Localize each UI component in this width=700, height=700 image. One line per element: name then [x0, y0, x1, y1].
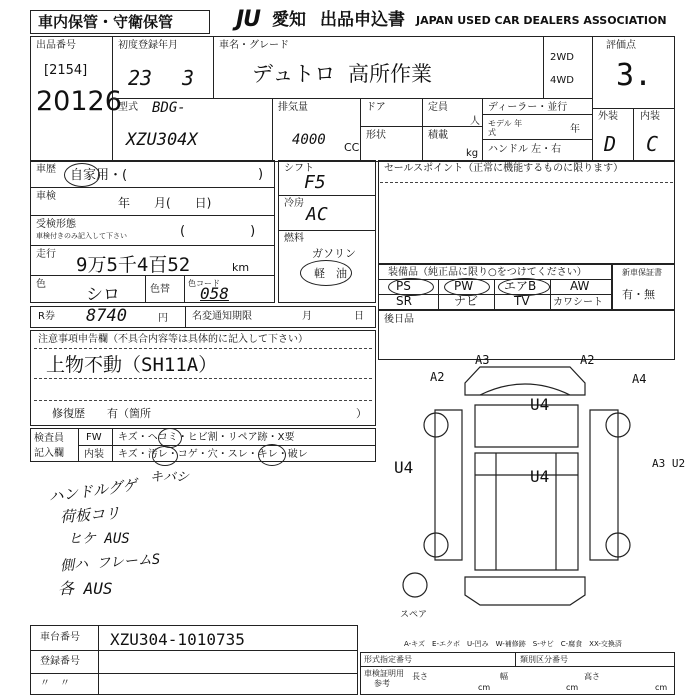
interior-value: C	[646, 132, 659, 156]
warranty-value: 有・無	[622, 288, 655, 301]
shift-label: シフト	[284, 163, 314, 174]
capacity-unit: 人	[470, 116, 480, 127]
fuel-circle	[300, 260, 352, 286]
airbag-circle	[498, 278, 550, 296]
length-label: 長さ	[412, 672, 428, 681]
spare-label: スペア	[400, 610, 428, 620]
fuel-label: 燃料	[284, 233, 304, 244]
diagram-bed	[475, 453, 578, 570]
fw-label: FW	[86, 432, 102, 443]
use-type-circle	[64, 163, 100, 187]
type-cert-label: 形式指定番号	[364, 655, 412, 664]
displacement-unit: CC	[344, 141, 360, 154]
english-title: JAPAN USED CAR DEALERS ASSOCIATION	[416, 14, 667, 27]
ac-value: AC	[306, 204, 328, 225]
post-note-label: 後日品	[384, 314, 414, 325]
inspection-label: 車検	[36, 191, 56, 202]
storage-label: 車内保管・守衛保管	[38, 13, 174, 31]
hw-note-4: 側ハ フレームS	[59, 551, 161, 575]
chassis-label: 車台番号	[40, 632, 80, 643]
reg-month: 3	[182, 66, 195, 90]
color-code: 058	[200, 284, 229, 303]
hw-note-1: ハンドルグゲ	[47, 475, 139, 507]
drive-2wd: 2WD	[550, 52, 574, 63]
height-label: 高さ	[584, 672, 600, 681]
damage-diagram	[380, 353, 686, 625]
deadline-label: 名変通知期限	[192, 311, 252, 322]
diagram-mark-a2-left: A2	[430, 370, 445, 384]
year-unit: 年	[570, 124, 580, 135]
equip-aw: AW	[570, 279, 590, 293]
lot-sub-number: [2154]	[44, 63, 88, 78]
load-label: 積載	[428, 130, 448, 141]
diagram-top-outline	[465, 367, 585, 395]
selling-points-label: セールスポイント（正常に機能するものに限ります）	[384, 163, 624, 174]
diagram-left-wheel-rear	[424, 533, 448, 557]
dealer-label: ディーラー・並行	[488, 102, 568, 113]
recycle-value: 8740	[86, 306, 127, 326]
diagram-cabin	[475, 405, 578, 447]
exterior-value: D	[604, 132, 617, 156]
width-label: 幅	[500, 672, 508, 681]
notes-handwritten: 上物不動（SH11A）	[46, 354, 218, 376]
mileage-value: 9万5千4百52	[76, 254, 191, 276]
vehicle-name: デュトロ 高所作業	[252, 62, 433, 86]
receive-paren: ( )	[180, 224, 256, 239]
diagram-mark-a3-right: A3 U2	[652, 457, 686, 470]
equip-leather-seat: カワシート	[553, 297, 603, 308]
diagram-rear-outline	[465, 577, 585, 605]
chassis-blank-row: 〃 〃	[40, 678, 70, 689]
height-unit: cm	[655, 683, 668, 692]
exterior-label: 外装	[598, 111, 618, 122]
diagram-mark-a2-top: A2	[580, 353, 595, 367]
handle-label: ハンドル 左・右	[488, 144, 562, 155]
interior-label: 内装	[640, 111, 660, 122]
equip-ps: PS	[396, 279, 411, 293]
model-year-label: モデル 年式	[488, 119, 523, 137]
fuel-value-1: ガソリン	[312, 247, 356, 260]
diagram-roof-arc	[480, 384, 570, 395]
deadline-month: 月	[302, 311, 312, 322]
class-label: 類別区分番号	[520, 655, 568, 664]
post-note-box	[378, 310, 675, 360]
equip-pw: PW	[454, 279, 474, 293]
model-prefix: BDG-	[152, 100, 186, 116]
ps-circle	[388, 278, 434, 296]
score-label: 評価点	[606, 40, 636, 51]
repair-label: 修復歴 有（箇所	[52, 407, 151, 420]
shape-label: 形状	[366, 130, 386, 141]
displacement-label: 排気量	[278, 102, 308, 113]
inspect-mark-circle-2	[152, 446, 178, 466]
first-reg-label: 初度登録年月	[118, 40, 178, 51]
recycle-unit: 円	[158, 313, 168, 324]
diagram-mark-u4-cabin: U4	[530, 395, 550, 414]
displacement-value: 4000	[292, 132, 326, 148]
fw-items: キズ・ヘコミ・ヒビ割・リペア跡・X要	[118, 432, 295, 443]
diagram-mark-a3-top: A3	[475, 353, 490, 367]
recycle-label: R券	[38, 311, 55, 322]
org-name: 愛知	[272, 10, 306, 30]
deadline-day: 日	[354, 311, 364, 322]
inspection-value: 年 月( 日)	[118, 196, 212, 210]
diagram-right-side	[590, 410, 618, 560]
mileage-unit: km	[232, 261, 250, 274]
hw-note-5: 各 AUS	[58, 579, 113, 598]
use-type-value: 自家用・(	[70, 168, 128, 183]
vehicle-cert-label: 車検証明用	[364, 669, 404, 678]
receive-note: 車検付きのみ記入して下さい	[36, 232, 127, 240]
hw-note-2: 荷板コリ	[59, 503, 121, 527]
use-type-close: )	[258, 167, 264, 182]
width-unit: cm	[566, 683, 579, 692]
selling-points-box	[378, 160, 675, 264]
diagram-mark-u4-left: U4	[394, 458, 414, 477]
repair-close: ）	[356, 407, 367, 420]
equip-tv: TV	[514, 294, 530, 308]
lot-number: 20126	[36, 86, 122, 117]
reg-number-label: 登録番号	[40, 656, 80, 667]
equip-navi: ナビ	[454, 294, 479, 308]
use-type-label: 車歴	[36, 164, 56, 175]
chassis-value: XZU304-1010735	[110, 630, 245, 649]
drive-4wd: 4WD	[550, 75, 574, 86]
vehicle-name-label: 車名・グレード	[219, 40, 289, 51]
inspect-extra-note: キバシ	[150, 470, 190, 485]
mileage-label: 走行	[36, 249, 56, 260]
notes-label: 注意事項申告欄（不具合内容等は具体的に記入して下さい）	[38, 334, 308, 345]
shift-value: F5	[304, 172, 326, 193]
inspect-mark-circle-3	[258, 444, 286, 466]
inspect-interior-label: 内装	[84, 449, 104, 460]
length-unit: cm	[478, 683, 491, 692]
color-value: シロ	[86, 285, 120, 305]
color-code-label: 色コード	[188, 279, 220, 288]
model-label: 型式	[118, 102, 138, 113]
hw-note-3: ヒケ AUS	[68, 531, 130, 547]
damage-legend: A-キズ E-エクボ U-凹み W-補修跡 S-サビ C-腐食 XX-交換済	[404, 640, 622, 648]
receive-label: 受検形態	[36, 219, 76, 230]
ac-label: 冷房	[284, 198, 304, 209]
load-unit: kg	[466, 148, 479, 159]
form-title: 出品申込書	[320, 10, 405, 30]
lot-label: 出品番号	[36, 40, 76, 51]
warranty-label: 新車保証書	[622, 268, 662, 277]
diagram-left-wheel-front	[424, 413, 448, 437]
color-change-label: 色替	[150, 284, 170, 295]
diagram-mark-a4-right: A4	[632, 372, 647, 386]
doors-label: ドア	[366, 102, 386, 113]
equipment-label: 装備品（純正品に限り○をつけてください）	[388, 267, 587, 278]
inspect-mark-circle-1	[158, 428, 182, 448]
capacity-label: 定員	[428, 102, 448, 113]
equip-sr: SR	[396, 294, 412, 308]
inspector-label: 検査員	[34, 433, 64, 444]
ref-label: 参考	[374, 679, 390, 688]
pw-circle	[444, 278, 490, 296]
inspect-interior-items: キズ・汚レ・コゲ・穴・スレ・キレ・破レ	[118, 449, 308, 460]
equip-airbag: エアB	[504, 279, 537, 293]
diagram-spare-wheel	[403, 573, 427, 597]
diagram-left-side	[435, 410, 462, 560]
color-label: 色	[36, 279, 46, 290]
reg-year: 23	[128, 66, 153, 90]
fuel-value-2: 軽 油	[314, 267, 347, 280]
score-value: 3.	[616, 58, 653, 93]
inspector-entry-label: 記入欄	[34, 448, 64, 459]
ju-logo: JU	[236, 7, 261, 32]
model-code: XZU304X	[126, 130, 198, 150]
diagram-mark-u4-bed: U4	[530, 467, 550, 486]
